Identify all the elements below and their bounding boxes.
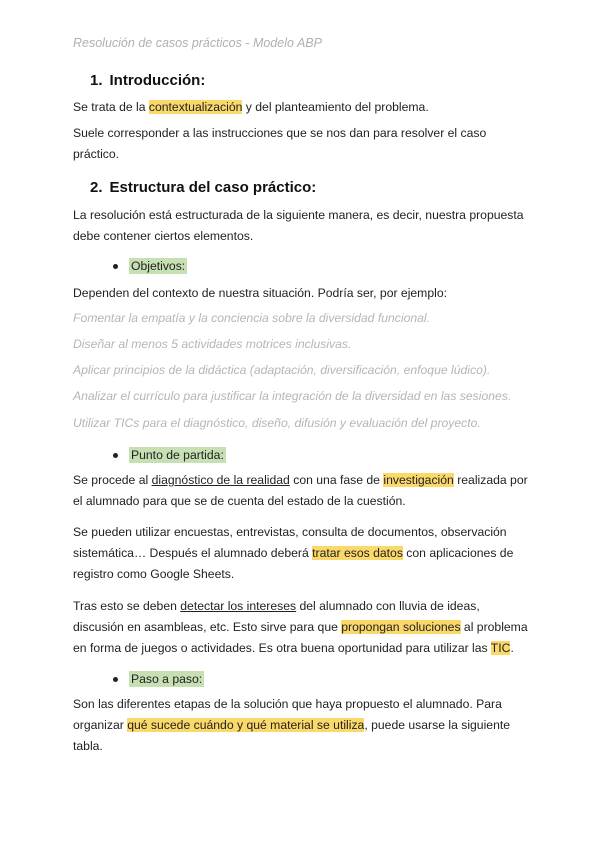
bullet-label: Objetivos: — [131, 259, 186, 273]
text-run: al problema en forma de juegos o actividades. Es otra buena oportunidad para utilizar las — [73, 620, 528, 655]
bullet-dot-icon — [113, 453, 118, 458]
text-run: con una fase de — [289, 473, 384, 487]
highlight: qué sucede cuándo y qué material se utiliza — [127, 718, 365, 732]
example-objective: Diseñar al menos 5 actividades motrices inclusivas. — [73, 337, 352, 351]
text-run: del alumnado con lluvia de ideas, discusión en asambleas, etc. Esto sirve para que — [73, 599, 480, 634]
bullet-label: Paso a paso: — [131, 672, 203, 686]
heading-text: Estructura del caso práctico: — [109, 179, 317, 196]
text-run: y del planteamiento del problema. — [242, 100, 429, 114]
heading-text: Introducción: — [109, 72, 206, 89]
underlined-text: detectar los intereses — [180, 599, 297, 613]
paragraph-partida-3 — [73, 596, 533, 659]
heading-number: 2. — [90, 179, 103, 196]
underlined-text: diagnóstico de la realidad — [151, 473, 290, 487]
example-objective: Analizar el currículo para justificar la integración de la diversidad en las sesiones. — [73, 389, 512, 403]
highlight: propongan soluciones — [341, 620, 461, 634]
highlight: TIC — [490, 641, 511, 655]
heading-introduccion — [90, 72, 205, 89]
bullet-paso-a-paso — [113, 671, 204, 687]
text-run: Se pueden utilizar encuestas, entrevistas, consulta de documentos, observación sistemática… Después el alumnado deberá — [73, 525, 507, 560]
bullet-dot-icon — [113, 677, 118, 682]
text-run: Son las diferentes etapas de la solución que haya propuesto el alumnado. Para organizar — [73, 697, 502, 732]
paragraph-paso-1 — [73, 694, 533, 757]
text-run: Se procede al — [73, 473, 152, 487]
paragraph-objetivos: Dependen del contexto de nuestra situación. Podría ser, por ejemplo: — [73, 286, 447, 300]
text-run: Se trata de la — [73, 100, 149, 114]
bullet-objetivos — [113, 258, 187, 274]
highlight: contextualización — [148, 100, 243, 114]
paragraph-estructura-intro: La resolución está estructurada de la siguiente manera, es decir, nuestra propuesta debe contener ciertos elementos. — [73, 208, 524, 243]
text-run: realizada por el alumnado para que se de cuenta del estado de la cuestión. — [73, 473, 528, 508]
highlight: tratar esos datos — [312, 546, 403, 560]
paragraph-partida-1 — [73, 470, 533, 512]
example-objective: Aplicar principios de la didáctica (adaptación, diversificación, enfoque lúdico). — [73, 363, 491, 377]
text-run: Tras esto se deben — [73, 599, 181, 613]
bullet-dot-icon — [113, 264, 118, 269]
running-header: Resolución de casos prácticos - Modelo ABP — [73, 36, 322, 50]
example-objective: Fomentar la empatía y la conciencia sobre la diversidad funcional. — [73, 311, 431, 325]
paragraph-intro-2: Suele corresponder a las instrucciones que se nos dan para resolver el caso práctico. — [73, 126, 487, 161]
bullet-punto-de-partida — [113, 447, 226, 463]
text-run: . — [510, 641, 514, 655]
highlight: investigación — [383, 473, 454, 487]
paragraph-intro-1 — [73, 97, 533, 118]
heading-number: 1. — [90, 72, 103, 89]
text-run: con aplicaciones de registro como Google Sheets. — [73, 546, 514, 581]
paragraph-partida-2 — [73, 522, 533, 585]
text-run: , puede usarse la siguiente tabla. — [73, 718, 511, 753]
heading-estructura — [90, 179, 316, 196]
example-objective: Utilizar TICs para el diagnóstico, diseño, difusión y evaluación del proyecto. — [73, 416, 481, 430]
bullet-label: Punto de partida: — [131, 448, 224, 462]
